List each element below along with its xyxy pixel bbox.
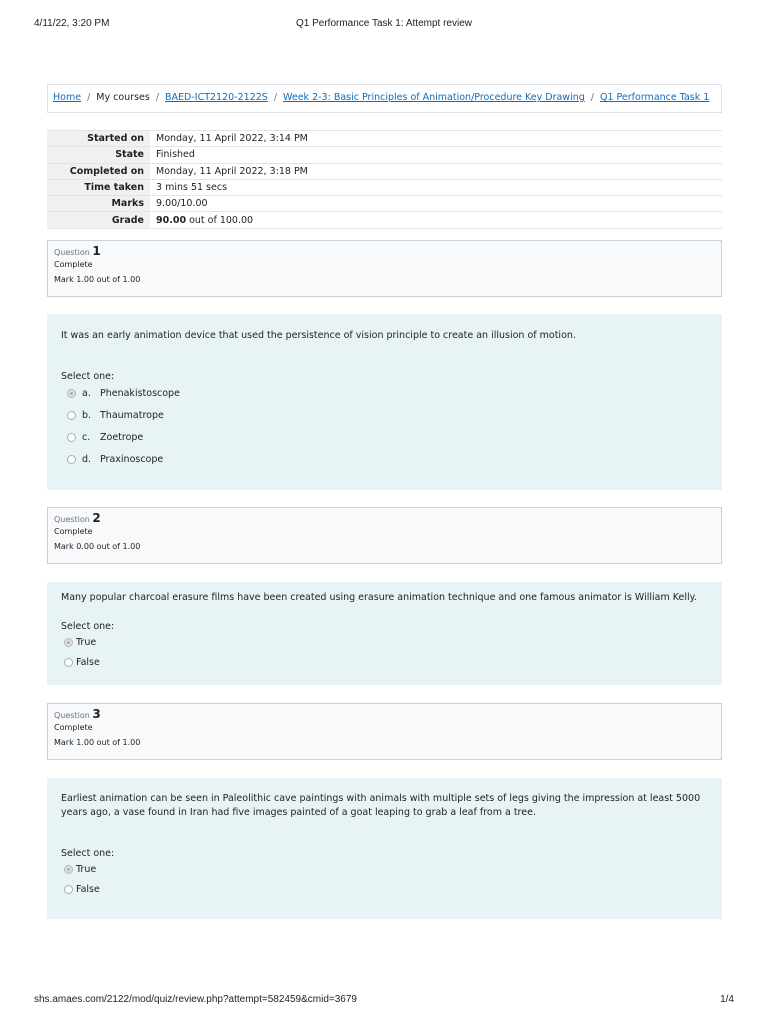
option-label: True bbox=[76, 637, 97, 648]
summary-value: Finished bbox=[150, 147, 722, 163]
question-text: It was an early animation device that used the persistence of vision principle to create an illusion of motion. bbox=[61, 330, 576, 341]
summary-label: Time taken bbox=[47, 179, 150, 195]
option-label: False bbox=[76, 884, 100, 895]
print-page-number: 1/4 bbox=[720, 994, 734, 1005]
question-number: 1 bbox=[92, 244, 101, 258]
question-text: Many popular charcoal erasure films have been created using erasure animation technique and one famous animator is William Kelly. bbox=[61, 592, 697, 603]
answer-option-false[interactable] bbox=[61, 880, 708, 900]
radio-selected-icon[interactable] bbox=[64, 865, 73, 874]
breadcrumb bbox=[47, 84, 722, 113]
breadcrumb-my-courses: My courses bbox=[96, 92, 150, 103]
radio-icon[interactable] bbox=[67, 411, 76, 420]
radio-selected-icon[interactable] bbox=[67, 389, 76, 398]
grade-score: 90.00 bbox=[156, 214, 187, 226]
question-state: Complete bbox=[54, 527, 93, 536]
summary-value: Monday, 11 April 2022, 3:14 PM bbox=[150, 131, 722, 147]
breadcrumb-separator: / bbox=[155, 92, 160, 103]
radio-icon[interactable] bbox=[64, 658, 73, 667]
answer-options bbox=[61, 383, 708, 471]
option-label: Phenakistoscope bbox=[100, 388, 180, 399]
question-state: Complete bbox=[54, 260, 93, 269]
answer-options bbox=[61, 860, 708, 900]
question-mark: Mark 0.00 out of 1.00 bbox=[54, 542, 141, 551]
option-letter: a. bbox=[82, 388, 91, 399]
summary-row-marks bbox=[47, 196, 722, 212]
answer-option-c[interactable] bbox=[61, 427, 708, 449]
question-info-3 bbox=[47, 703, 722, 760]
question-mark: Mark 1.00 out of 1.00 bbox=[54, 738, 141, 747]
question-state: Complete bbox=[54, 723, 93, 732]
question-info-2 bbox=[47, 507, 722, 564]
summary-row-state bbox=[47, 147, 722, 163]
attempt-summary-table bbox=[47, 130, 722, 229]
breadcrumb-quiz-link[interactable]: Q1 Performance Task 1 bbox=[599, 92, 710, 103]
radio-icon[interactable] bbox=[67, 433, 76, 442]
answer-option-true[interactable] bbox=[61, 633, 708, 653]
summary-value bbox=[150, 212, 722, 228]
option-letter: b. bbox=[82, 410, 92, 421]
summary-value: 9.00/10.00 bbox=[150, 196, 722, 212]
breadcrumb-separator: / bbox=[273, 92, 278, 103]
question-content-2 bbox=[47, 582, 722, 685]
answer-option-d[interactable] bbox=[61, 449, 708, 471]
summary-row-time-taken bbox=[47, 179, 722, 195]
breadcrumb-section-link[interactable]: Week 2-3: Basic Principles of Animation/Procedure Key Drawing bbox=[283, 92, 585, 103]
summary-value: 3 mins 51 secs bbox=[150, 179, 722, 195]
answer-option-a[interactable] bbox=[61, 383, 708, 405]
question-label: Question bbox=[54, 711, 90, 720]
summary-row-completed-on bbox=[47, 163, 722, 179]
breadcrumb-separator: / bbox=[87, 92, 91, 103]
answer-option-false[interactable] bbox=[61, 653, 708, 673]
question-number: 2 bbox=[92, 511, 101, 525]
question-content-1 bbox=[47, 314, 722, 490]
radio-selected-icon[interactable] bbox=[64, 638, 73, 647]
option-letter: d. bbox=[82, 454, 92, 465]
summary-value: Monday, 11 April 2022, 3:18 PM bbox=[150, 163, 722, 179]
question-content-3 bbox=[47, 778, 722, 919]
summary-label: Started on bbox=[47, 131, 150, 147]
question-number: 3 bbox=[92, 707, 101, 721]
breadcrumb-separator: / bbox=[590, 92, 594, 103]
summary-row-started-on bbox=[47, 131, 722, 147]
print-datetime: 4/11/22, 3:20 PM bbox=[34, 18, 110, 29]
breadcrumb-home-link[interactable]: Home bbox=[53, 92, 82, 103]
radio-icon[interactable] bbox=[67, 455, 76, 464]
radio-icon[interactable] bbox=[64, 885, 73, 894]
print-header bbox=[34, 18, 734, 32]
question-text: Earliest animation can be seen in Paleolithic cave paintings with animals with multiple sets of legs giving the impression at least 5000 years ago, a vase found in Iran had five images painted of a goat leaping to grab a leaf from a tree. bbox=[61, 793, 701, 818]
print-footer bbox=[34, 994, 734, 1008]
select-one-prompt: Select one: bbox=[61, 621, 115, 632]
answer-option-b[interactable] bbox=[61, 405, 708, 427]
select-one-prompt: Select one: bbox=[61, 371, 115, 382]
print-page-title: Q1 Performance Task 1: Attempt review bbox=[295, 18, 472, 29]
summary-label: Marks bbox=[47, 196, 150, 212]
print-url: shs.amaes.com/2122/mod/quiz/review.php?attempt=582459&cmid=3679 bbox=[34, 994, 357, 1005]
option-label: Thaumatrope bbox=[100, 410, 164, 421]
summary-label: Completed on bbox=[47, 163, 150, 179]
select-one-prompt: Select one: bbox=[61, 848, 115, 859]
question-info-1 bbox=[47, 240, 722, 297]
option-label: Zoetrope bbox=[100, 432, 144, 443]
option-label: True bbox=[76, 864, 97, 875]
question-label: Question bbox=[54, 515, 90, 524]
option-label: False bbox=[76, 657, 100, 668]
question-mark: Mark 1.00 out of 1.00 bbox=[54, 275, 141, 284]
summary-label: State bbox=[47, 147, 150, 163]
answer-options bbox=[61, 633, 708, 673]
grade-out-of: out of 100.00 bbox=[186, 214, 254, 226]
option-label: Praxinoscope bbox=[100, 454, 164, 465]
question-label: Question bbox=[54, 248, 90, 257]
summary-label: Grade bbox=[47, 212, 150, 228]
breadcrumb-course-link[interactable]: BAED-ICT2120-2122S bbox=[165, 92, 268, 103]
answer-option-true[interactable] bbox=[61, 860, 708, 880]
option-letter: c. bbox=[82, 432, 91, 443]
summary-row-grade bbox=[47, 212, 722, 228]
